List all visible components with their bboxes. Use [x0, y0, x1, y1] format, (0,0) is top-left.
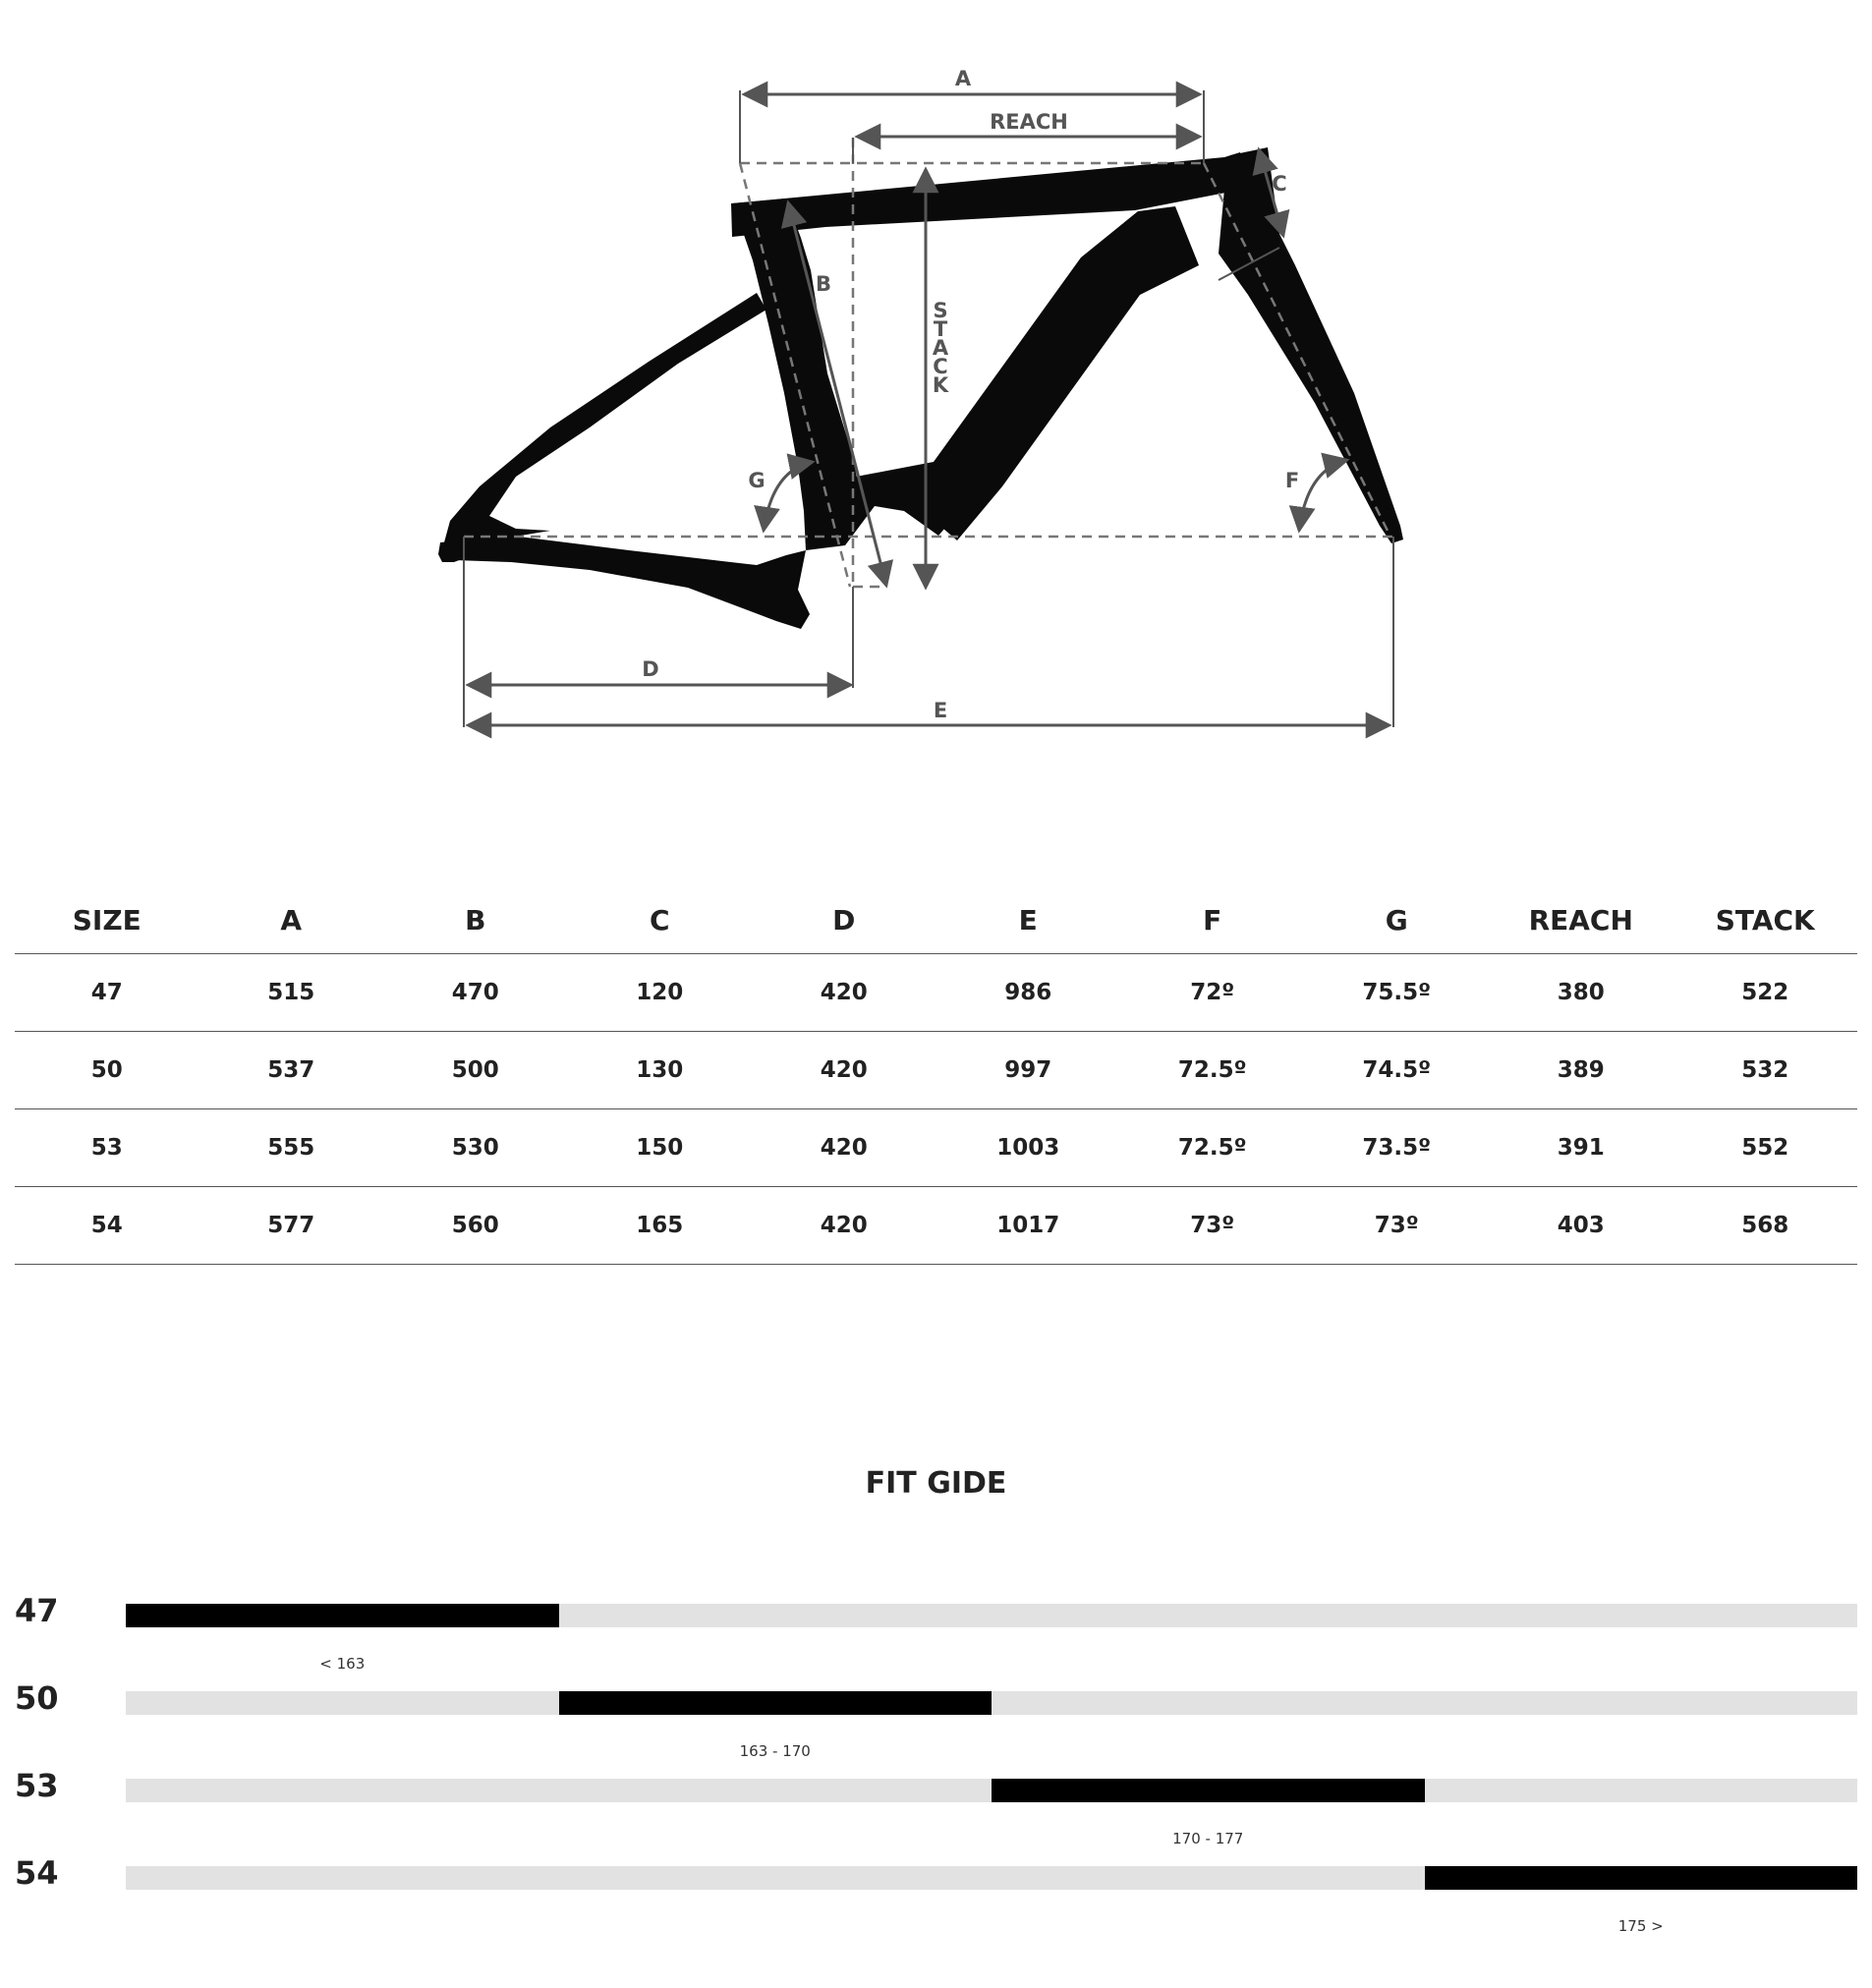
- cell-g: 73º: [1305, 1187, 1490, 1265]
- chain-stay: [442, 536, 810, 629]
- head-tube-and-fork: [1219, 147, 1403, 543]
- cell-g: 73.5º: [1305, 1109, 1490, 1187]
- cell-size: 47: [15, 954, 199, 1032]
- cell-stack: 522: [1673, 954, 1858, 1032]
- cell-stack: 568: [1673, 1187, 1858, 1265]
- cell-size: 53: [15, 1109, 199, 1187]
- cell-c: 165: [568, 1187, 753, 1265]
- cell-e: 1017: [936, 1187, 1121, 1265]
- fit-bar: [1425, 1866, 1858, 1890]
- fit-size-label: 53: [15, 1767, 59, 1804]
- fit-guide-title: FIT GIDE: [865, 1466, 1007, 1501]
- geometry-table: [15, 886, 1857, 1265]
- cell-f: 73º: [1120, 1187, 1305, 1265]
- header-b: B: [383, 886, 568, 954]
- label-stack-c: C: [933, 355, 948, 378]
- cell-d: 420: [752, 1109, 936, 1187]
- cell-c: 150: [568, 1109, 753, 1187]
- label-stack-t: T: [933, 317, 948, 341]
- label-reach: REACH: [990, 110, 1068, 134]
- fit-track: [126, 1604, 1857, 1673]
- header-size: SIZE: [15, 886, 199, 954]
- cell-size: 54: [15, 1187, 199, 1265]
- header-stack: STACK: [1673, 886, 1858, 954]
- cell-stack: 532: [1673, 1032, 1858, 1109]
- fit-row-47: [0, 1592, 1872, 1671]
- label-stack-k: K: [932, 373, 949, 397]
- cell-f: 72.5º: [1120, 1032, 1305, 1109]
- label-stack-a: A: [932, 336, 949, 360]
- label-e: E: [933, 699, 948, 722]
- table-row: [15, 954, 1857, 1032]
- cell-c: 120: [568, 954, 753, 1032]
- cell-f: 72º: [1120, 954, 1305, 1032]
- fit-size-label: 50: [15, 1679, 59, 1717]
- table-row: [15, 1032, 1857, 1109]
- cell-reach: 389: [1489, 1032, 1673, 1109]
- fit-row-54: [0, 1854, 1872, 1933]
- down-tube: [929, 206, 1199, 540]
- cell-a: 515: [199, 954, 384, 1032]
- label-f: F: [1284, 469, 1300, 492]
- cell-e: 986: [936, 954, 1121, 1032]
- header-a: A: [199, 886, 384, 954]
- header-e: E: [936, 886, 1121, 954]
- cell-b: 560: [383, 1187, 568, 1265]
- cell-reach: 380: [1489, 954, 1673, 1032]
- fit-range-label: 175 >: [1617, 1917, 1664, 1935]
- fit-track: [126, 1691, 1857, 1760]
- label-d: D: [642, 657, 659, 681]
- cell-g: 74.5º: [1305, 1032, 1490, 1109]
- cell-a: 577: [199, 1187, 384, 1265]
- header-d: D: [752, 886, 936, 954]
- header-g: G: [1305, 886, 1490, 954]
- fit-bar: [992, 1779, 1425, 1802]
- table-row: [15, 1187, 1857, 1265]
- label-g: G: [748, 469, 766, 492]
- label-b: B: [815, 272, 832, 296]
- bike-frame-silhouette: [438, 147, 1403, 629]
- fit-range-label: < 163: [319, 1655, 366, 1673]
- cell-b: 500: [383, 1032, 568, 1109]
- fit-row-53: [0, 1767, 1872, 1846]
- fit-range-label: 163 - 170: [739, 1742, 811, 1760]
- fit-row-50: [0, 1679, 1872, 1758]
- seat-stay: [444, 293, 766, 542]
- cell-d: 420: [752, 1187, 936, 1265]
- header-f: F: [1120, 886, 1305, 954]
- fit-track: [126, 1779, 1857, 1847]
- fit-track: [126, 1866, 1857, 1935]
- cell-b: 470: [383, 954, 568, 1032]
- cell-stack: 552: [1673, 1109, 1858, 1187]
- frame-geometry-diagram: [0, 0, 1872, 786]
- cell-g: 75.5º: [1305, 954, 1490, 1032]
- cell-f: 72.5º: [1120, 1109, 1305, 1187]
- cell-c: 130: [568, 1032, 753, 1109]
- cell-b: 530: [383, 1109, 568, 1187]
- cell-a: 537: [199, 1032, 384, 1109]
- fit-size-label: 47: [15, 1592, 59, 1629]
- fit-size-label: 54: [15, 1854, 59, 1892]
- label-a: A: [954, 67, 972, 90]
- cell-e: 1003: [936, 1109, 1121, 1187]
- cell-reach: 391: [1489, 1109, 1673, 1187]
- label-stack-s: S: [933, 299, 948, 322]
- header-c: C: [568, 886, 753, 954]
- cell-size: 50: [15, 1032, 199, 1109]
- cell-e: 997: [936, 1032, 1121, 1109]
- label-c: C: [1272, 172, 1287, 196]
- fit-bar: [559, 1691, 993, 1715]
- table-header-row: [15, 886, 1857, 954]
- cell-reach: 403: [1489, 1187, 1673, 1265]
- fit-bar: [126, 1604, 559, 1627]
- header-reach: REACH: [1489, 886, 1673, 954]
- table-row: [15, 1109, 1857, 1187]
- angle-f-arc: [1299, 460, 1347, 531]
- cell-d: 420: [752, 954, 936, 1032]
- cell-d: 420: [752, 1032, 936, 1109]
- cell-a: 555: [199, 1109, 384, 1187]
- fit-range-label: 170 - 177: [1172, 1830, 1244, 1847]
